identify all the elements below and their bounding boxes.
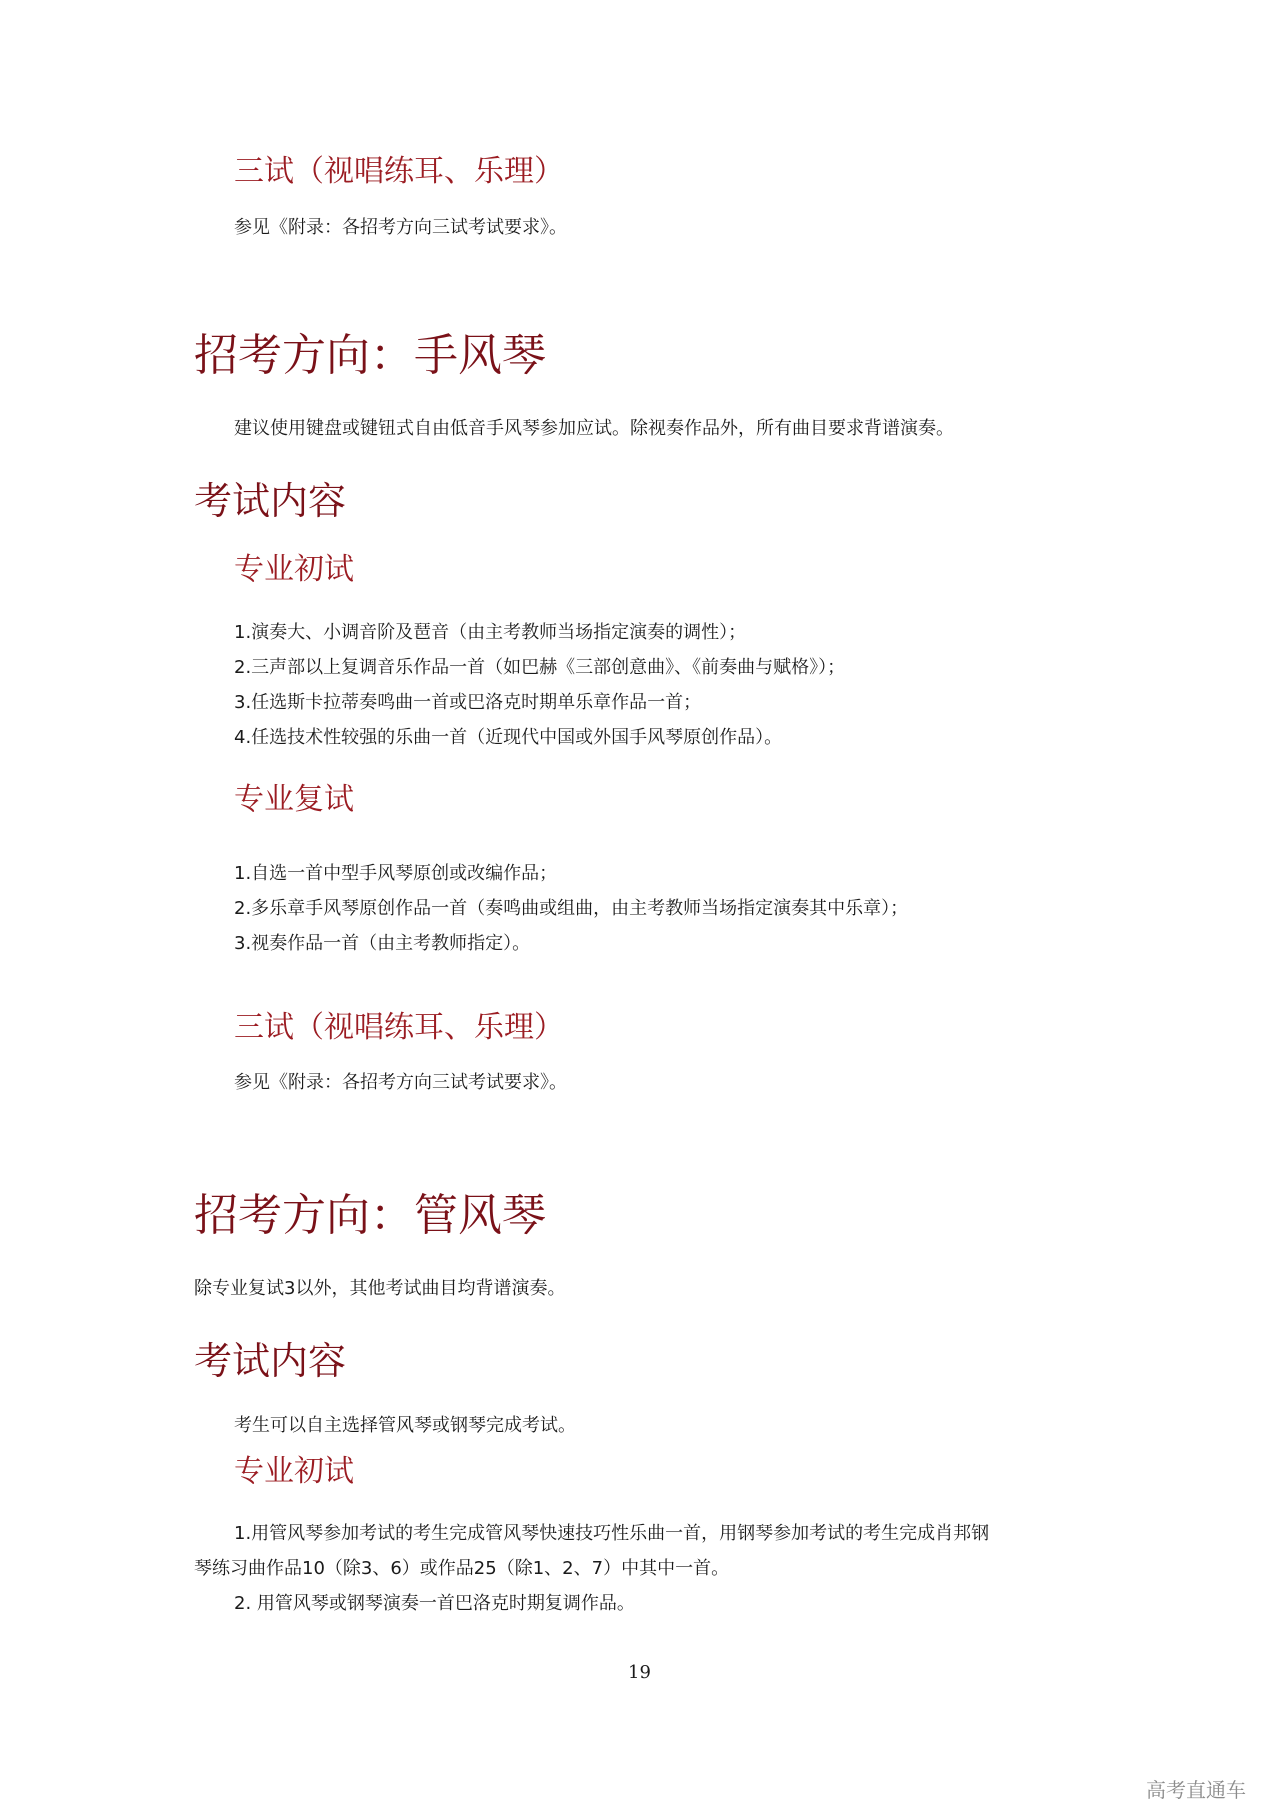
list-item-continuation: 琴练习曲作品10（除3、6）或作品25（除1、2、7）中其中一首。 xyxy=(194,1558,730,1579)
list-item: 3.视奏作品一首（由主考教师指定）。 xyxy=(234,933,531,954)
organ-content-heading: 考试内容 xyxy=(194,1339,347,1383)
organ-intro: 除专业复试3以外，其他考试曲目均背谱演奏。 xyxy=(194,1278,566,1299)
list-item: 1.自选一首中型手风琴原创或改编作品； xyxy=(234,863,558,884)
list-item: 4.任选技术性较强的乐曲一首（近现代中国或外国手风琴原创作品）。 xyxy=(234,727,783,748)
accordion-third-heading: 三试（视唱练耳、乐理） xyxy=(234,1010,564,1045)
third-exam-text: 参见《附录：各招考方向三试考试要求》。 xyxy=(234,217,567,238)
list-item: 3.任选斯卡拉蒂奏鸣曲一首或巴洛克时期单乐章作品一首； xyxy=(234,692,702,713)
organ-prelim-heading: 专业初试 xyxy=(234,1454,354,1489)
accordion-content-heading: 考试内容 xyxy=(194,479,347,523)
list-item: 2. 用管风琴或钢琴演奏一首巴洛克时期复调作品。 xyxy=(234,1593,635,1614)
list-item: 2.多乐章手风琴原创作品一首（奏鸣曲或组曲，由主考教师当场指定演奏其中乐章）； xyxy=(234,898,909,919)
organ-content-text: 考生可以自主选择管风琴或钢琴完成考试。 xyxy=(234,1415,576,1436)
watermark-text: 高考直通车 xyxy=(1146,1778,1246,1802)
organ-title: 招考方向：管风琴 xyxy=(194,1190,546,1241)
third-exam-heading: 三试（视唱练耳、乐理） xyxy=(234,154,564,189)
accordion-retest-heading: 专业复试 xyxy=(234,782,354,817)
list-item: 1.演奏大、小调音阶及琶音（由主考教师当场指定演奏的调性）； xyxy=(234,622,747,643)
accordion-intro: 建议使用键盘或键钮式自由低音手风琴参加应试。除视奏作品外，所有曲目要求背谱演奏。 xyxy=(234,418,954,439)
accordion-third-text: 参见《附录：各招考方向三试考试要求》。 xyxy=(234,1072,567,1093)
list-item: 2.三声部以上复调音乐作品一首（如巴赫《三部创意曲》、《前奏曲与赋格》）； xyxy=(234,657,846,678)
accordion-title: 招考方向：手风琴 xyxy=(194,330,546,381)
accordion-prelim-heading: 专业初试 xyxy=(234,552,354,587)
list-item: 1.用管风琴参加考试的考生完成管风琴快速技巧性乐曲一首，用钢琴参加考试的考生完成肖邦钢 xyxy=(234,1523,990,1544)
page-number: 19 xyxy=(628,1662,651,1683)
